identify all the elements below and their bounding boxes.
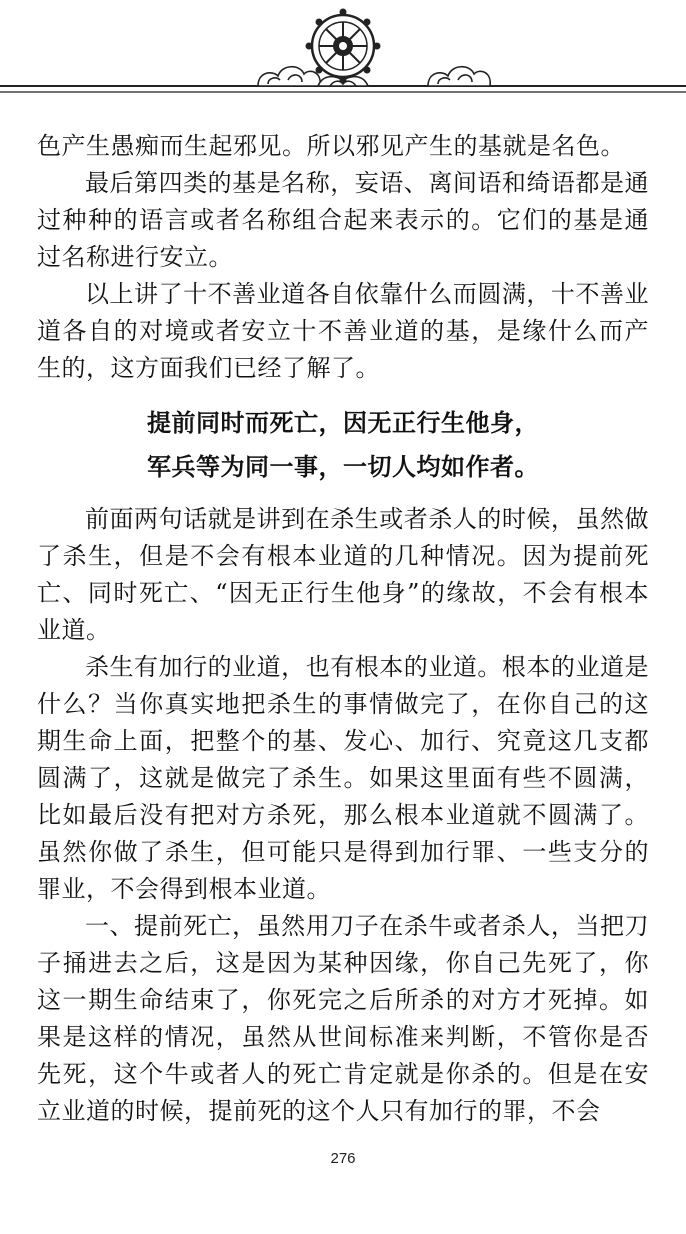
- paragraph-6: 一、提前死亡，虽然用刀子在杀牛或者杀人，当把刀子捅进去之后，这是因为某种因缘，你自己先死了，你这一期生命结束了，你死完之后所杀的对方才死掉。如果是这样的情况，虽然从世间标准来判断，不管你是否先死，这个牛或者人的死亡肯定就是你杀的。但是在安立业道的时候，提前死的这个人只有加行的罪，不会: [37, 912, 649, 1125]
- paragraph-3: 以上讲了十不善业道各自依靠什么而圆满，十不善业道各自的对境或者安立十不善业道的基，是缘什么而产生的，这方面我们已经了解了。: [37, 280, 649, 382]
- verse-line-2: 军兵等为同一事，一切人均如作者。: [147, 453, 539, 481]
- header-ornament: [0, 0, 686, 112]
- dharma-wheel-icon: [306, 9, 381, 84]
- verse-line-1: 提前同时而死亡，因无正行生他身，: [147, 409, 539, 437]
- header-rule: [0, 86, 686, 92]
- paragraph-5: 杀生有加行的业道，也有根本的业道。根本的业道是什么？当你真实地把杀生的事情做完了，在你自己的这期生命上面，把整个的基、发心、加行、究竟这几支都圆满了，这就是做完了杀生。如果这里面有些不圆满，比如最后没有把对方杀死，那么根本业道就不圆满了。虽然你做了杀生，但可能只是得到加行罪、一些支分的罪业，不会得到根本业道。: [37, 653, 649, 903]
- paragraph-4: 前面两句话就是讲到在杀生或者杀人的时候，虽然做了杀生，但是不会有根本业道的几种情况。因为提前死亡、同时死亡、“因无正行生他身”的缘故，不会有根本业道。: [37, 505, 649, 644]
- paragraph-2: 最后第四类的基是名称，妄语、离间语和绮语都是通过种种的语言或者名称组合起来表示的。它们的基是通过名称进行安立。: [37, 169, 649, 271]
- page-number: 276: [330, 1150, 356, 1167]
- page-body: [37, 128, 649, 1130]
- paragraph-1: 色产生愚痴而生起邪见。所以邪见产生的基就是名色。: [37, 132, 625, 160]
- verse-block: [37, 401, 649, 489]
- cloud-left-icon: [258, 67, 320, 86]
- cloud-right-icon: [428, 67, 490, 86]
